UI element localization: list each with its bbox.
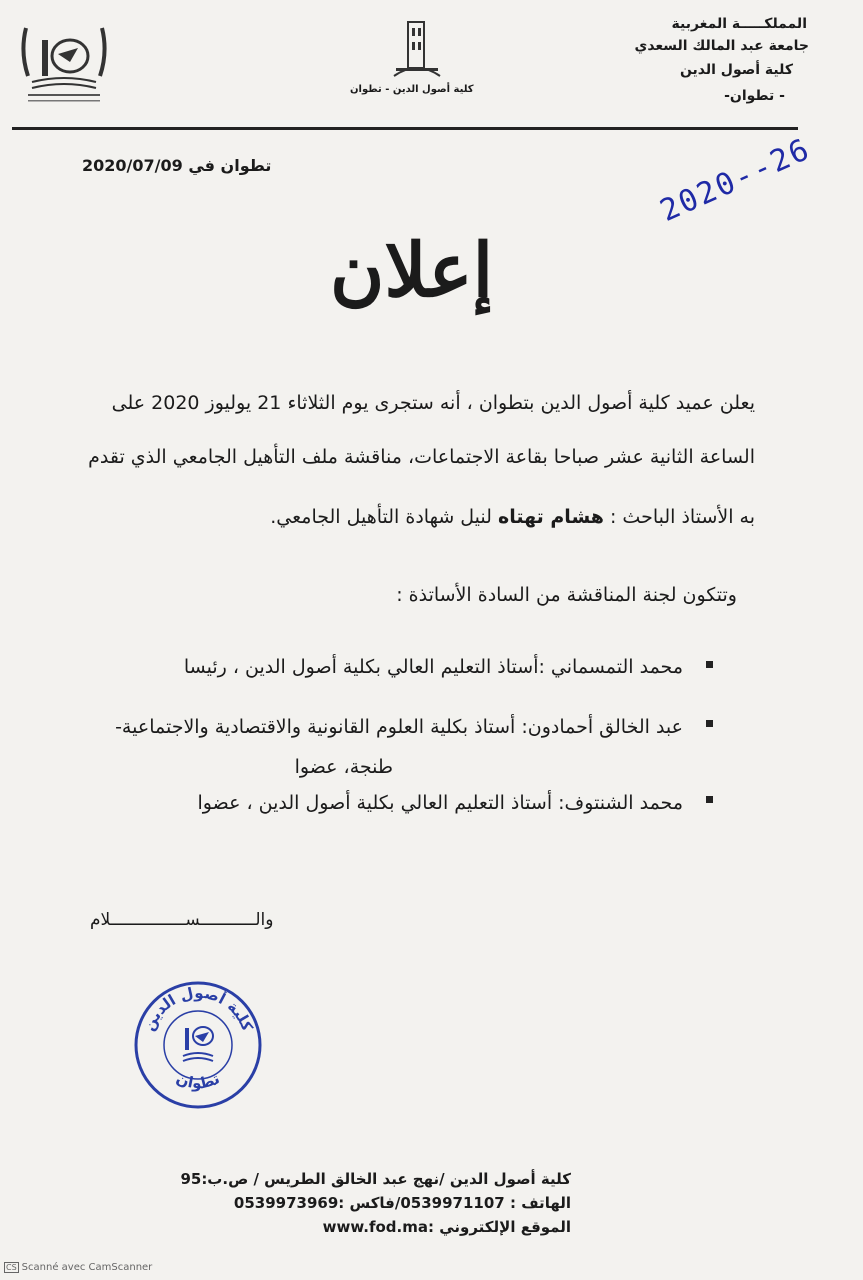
stamp-text-bottom: تطوان xyxy=(173,1069,223,1093)
body-line-1: يعلن عميد كلية أصول الدين بتطوان ، أنه ستجرى يوم الثلاثاء 21 يوليوز 2020 على xyxy=(111,392,755,414)
footer-phone: الهاتف : 0539971107/فاكس :0539973969 xyxy=(233,1194,571,1212)
committee-member-1: محمد التمسماني :أستاذ التعليم العالي بكلية أصول الدين ، رئيسا xyxy=(183,656,683,678)
scanner-watermark xyxy=(4,1262,152,1273)
body-line-3 xyxy=(270,506,755,528)
closing-salutation: والـــــــــــســـــــــــــــلام xyxy=(90,910,274,930)
university-logo-icon xyxy=(18,22,110,106)
footer-website: الموقع الإلكتروني :www.fod.ma xyxy=(322,1218,571,1236)
faculty-stamp xyxy=(133,980,263,1110)
header-kingdom: المملكـــــة المغربية xyxy=(671,16,807,32)
document-date: تطوان في 2020/07/09 xyxy=(82,156,272,175)
body-line-3-pre: به الأستاذ الباحث : xyxy=(603,506,755,528)
bullet-icon xyxy=(706,661,713,668)
committee-member-2-line-2: طنجة، عضوا xyxy=(294,756,393,778)
header-university: جامعة عبد المالك السعدي xyxy=(634,38,809,54)
header-divider xyxy=(12,127,798,130)
committee-member-2-line-1: عبد الخالق أحمادون: أستاذ بكلية العلوم القانونية والاقتصادية والاجتماعية- xyxy=(115,716,683,738)
svg-text:كلية أصول الدين xyxy=(140,984,257,1034)
researcher-name: هشام تهتاه xyxy=(497,506,604,528)
body-line-3-post: لنيل شهادة التأهيل الجامعي. xyxy=(270,506,498,528)
committee-intro: وتتكون لجنة المناقشة من السادة الأساتذة : xyxy=(396,584,737,606)
bullet-icon xyxy=(706,720,713,727)
footer-address: كلية أصول الدين /نهج عبد الخالق الطريس / ص.ب:95 xyxy=(180,1170,571,1188)
committee-member-3: محمد الشنتوف: أستاذ التعليم العالي بكلية أصول الدين ، عضوا xyxy=(197,792,683,814)
body-line-2: الساعة الثانية عشر صباحا بقاعة الاجتماعات، مناقشة ملف التأهيل الجامعي الذي تقدم xyxy=(88,446,755,468)
handwritten-reference: 2020--26 xyxy=(655,131,816,229)
header-faculty: كلية أصول الدين xyxy=(679,62,793,78)
stamp-text-top: كلية أصول الدين xyxy=(139,983,257,1034)
bullet-icon xyxy=(706,796,713,803)
camscanner-badge: CS xyxy=(6,1263,17,1272)
center-caption: كلية أصول الدين - تطوان xyxy=(350,84,474,95)
camscanner-label: Scanné avec CamScanner xyxy=(21,1262,153,1273)
header-city: - تطوان- xyxy=(724,88,785,104)
faculty-building-icon xyxy=(392,20,442,80)
page-title: إعلان xyxy=(330,228,494,314)
svg-text:تطوان xyxy=(174,1069,223,1092)
